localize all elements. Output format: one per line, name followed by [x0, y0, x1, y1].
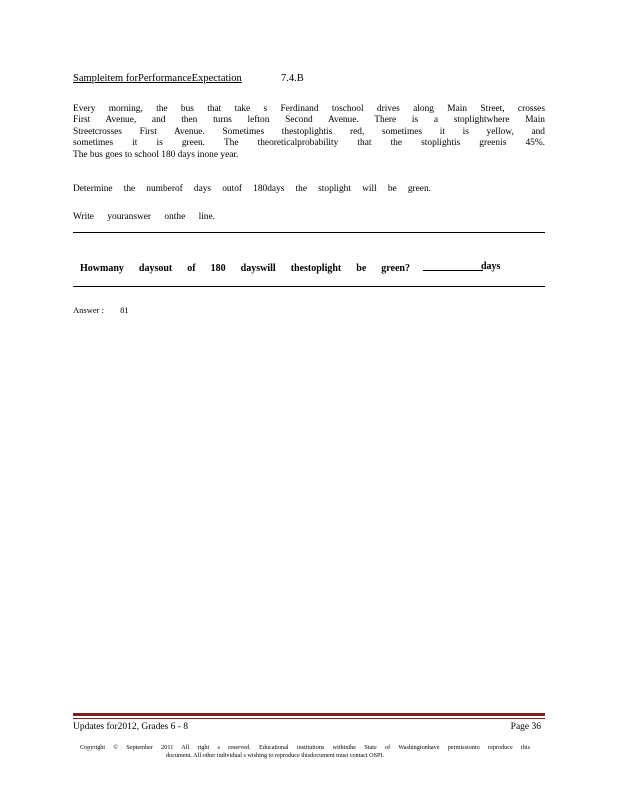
copyright-line: Copyright © September 2011 All right s reserved. Educational institutions withinthe State of Washingtonhave permissionto reproduce this — [80, 744, 530, 751]
passage-line: First Avenue, and then turns lefton Second Avenue. There is a stoplightwhere Main — [73, 115, 545, 126]
page-number: Page 36 — [510, 722, 541, 732]
item-header — [73, 73, 304, 84]
footer-rule-thin — [73, 718, 545, 719]
footer-updates-text: Updates for2012, Grades 6 - 8 — [73, 722, 189, 732]
problem-passage — [73, 104, 545, 161]
passage-line: Every morning, the bus that take s Ferdinand toschool drives along Main Street, crosses — [73, 104, 545, 114]
answer-blank-line[interactable] — [423, 261, 483, 271]
passage-line: sometimes it is green. The theoreticalprobability that the stoplightis greenis 45%. — [73, 138, 545, 149]
divider-bottom — [73, 286, 545, 287]
copyright-notice — [80, 744, 530, 760]
task-text: Determine the numberof days outof 180days the stoplight will be green. — [73, 184, 431, 194]
question-row — [80, 261, 501, 274]
footer — [73, 722, 545, 732]
question-text: Howmany daysout of 180 dayswill thestoplight be green? — [80, 263, 410, 274]
instruction-text: Write youranswer onthe line. — [73, 212, 215, 222]
passage-line: Streetcrosses First Avenue. Sometimes thestoplightis red, sometimes it is yellow, and — [73, 126, 545, 137]
footer-rule-thick — [73, 713, 545, 716]
copyright-line: document. All other individual s wishing to reproduce thisdocument must contact OSPI. — [166, 752, 385, 759]
item-header-title: Sampleitem forPerformanceExpectation — [73, 73, 242, 84]
answer-value: 81 — [120, 305, 129, 315]
answer-key — [73, 305, 129, 315]
performance-expectation-code: 7.4.B — [281, 73, 304, 84]
instruction — [73, 212, 545, 223]
task-statement — [73, 184, 545, 195]
answer-label: Answer : — [73, 305, 104, 315]
question-unit: days — [481, 261, 501, 272]
divider-top — [73, 232, 545, 233]
passage-line: The bus goes to school 180 days inone year. — [73, 149, 239, 160]
